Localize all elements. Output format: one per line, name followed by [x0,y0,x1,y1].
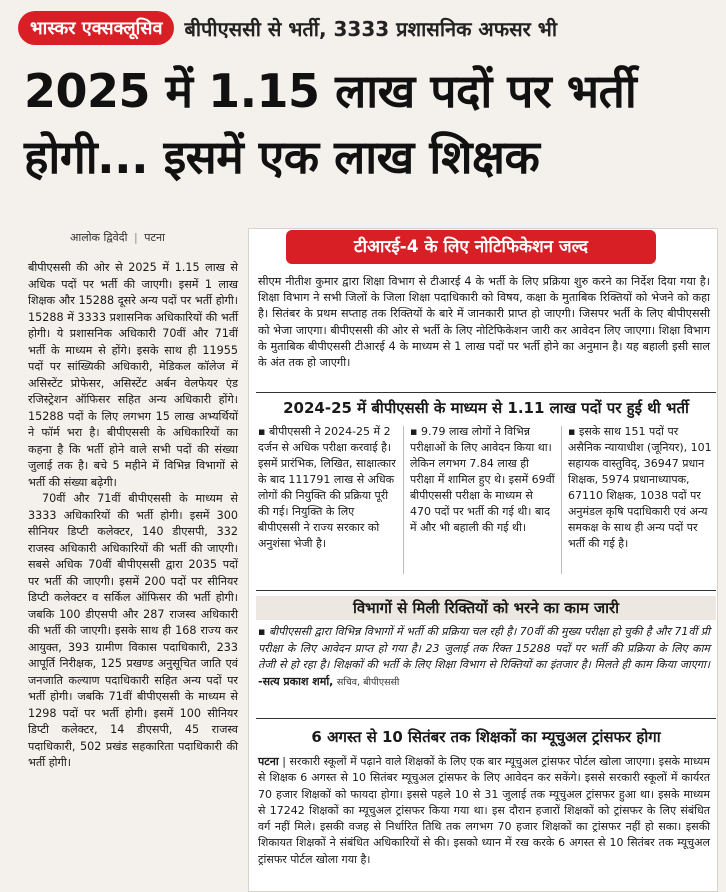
main-story-paragraph: बीपीएससी की ओर से 2025 में 1.15 लाख से अधिक पदों पर भर्ती की जाएगी। इसमें 1 लाख शिक्षक और 15288 दूसरे अन्य पदों पर भर्ती होगी। 15288 में 3333 प्रशासनिक अधिकारियों की भर्ती होगी। ये प्रशासनिक अधिकारी 70वीं और 71वीं भर्ती के माध्यम से होंगे। इसके साथ ही 11955 पदों पर सांख्यिकी अधिकारी, मेडिकल कॉलेज में असिस्टेंट प्रोफेसर, असिस्टेंट अर्बन वेलफेयर एंड रजिस्ट्रेशन ऑफिसर सहित अन्य अधिकारी होंगे। 15288 पदों के लिए लगभग 15 लाख अभ्यर्थियों ने फॉर्म भरा है। बीपीएससी के अधिकारियों का कहना है कि भर्ती होने वाले सभी पदों की संख्या जुलाई तक है। बचे 5 महीने में विभिन्न विभागों से भर्ती की संख्या बढ़ेगी। [28,261,238,489]
bullet-icon: ▪ [258,625,266,638]
main-story [28,260,238,772]
headline-line-2: होगी... इसमें एक लाख शिक्षक [24,130,540,184]
bullet-icon: ▪ [258,425,266,438]
headline [24,58,714,190]
bpsc-2024-column-1 [258,424,398,552]
byline-separator: | [133,231,138,244]
bpsc-2024-column-1-text: बीपीएससी ने 2024-25 में 2 दर्जन से अधिक परीक्षा करवाई है। इसमें प्रारंभिक, लिखित, साक्षात्कार के बाद 111791 लाख से अधिक लोगों की नियुक्ति की प्रक्रिया पूरी की गई। नियुक्ति के लिए बीपीएससी ने राज्य सरकार को अनुशंसा भेजी है। [258,425,396,550]
byline [70,230,165,245]
kicker: बीपीएससी से भर्ती, 3333 प्रशासनिक अफसर भी [184,16,558,41]
tre-text: सीएम नीतीश कुमार द्वारा शिक्षा विभाग से टीआरई 4 के भर्ती के लिए प्रक्रिया शुरु करने का निर्देश दिया गया है। शिक्षा विभाग ने सभी जिलों के जिला शिक्षा पदाधिकारी को विषय, कक्षा के मुताबिक रिक्तियों को भेजने को कहा है। सितंबर के प्रथम सप्ताह तक रिक्तियों के बारे में जानकारी प्राप्त हो जाएगी। जिसपर भर्ती के लिए बीपीएससी को भेजा जाएगा। बीपीएससी की ओर से भर्ती के लिए नोटिफिकेशन जारी कर आवेदन लिए जाएगा। शिक्षा विभाग के मुताबिक बीपीएससी टीआरई 4 के माध्यम से 1 लाख पदों पर भर्ती होने का अनुमान है। यह बहाली इसी साल के अंत तक हो जाएगी। [258,275,710,370]
bpsc-2024-heading: 2024-25 में बीपीएससी के माध्यम से 1.11 लाख पदों पर हुई थी भर्ती [283,399,689,417]
main-story-paragraph: 70वीं और 71वीं बीपीएससी के माध्यम से 3333 अधिकारियों की भर्ती होगी। इसमें 300 सीनियर डिप्टी कलेक्टर, 140 डीएसपी, 332 राजस्व अधिकारी अधिकारियों की भर्ती की जाएगी। सबसे अधिक 70वीं बीपीएससी द्वारा 2035 पदों पर भर्ती की जाएगी। इसमें 200 पदों पर सीनियर डिप्टी कलेक्टर व सर्किल ऑफिसर की भर्ती होगी। जबकि 100 डीएसपी और 287 राजस्व अधिकारी की भर्ती की जाएगी। इसके साथ ही 168 राज्य कर आयुक्त, 393 ग्रामीण विकास पदाधिकारी, 233 आपूर्ति निरीक्षक, 125 प्रखण्ड अनुसूचित जाति एवं जनजाति कल्याण पदाधिकारी सहित अन्य पदों पर भर्ती होगी। जबकि 71वीं बीपीएससी के माध्यम से 1298 पदों पर भर्ती होगी। इसमें 100 सीनियर डिप्टी कलेक्टर, 14 डीएसपी, 45 राजस्व पदाधिकारी, 502 प्रखंड सहकारिता पदाधिकारी की भर्ती होगी। [28,492,238,769]
bpsc-2024-column-3 [568,424,714,552]
transfer-heading: 6 अगस्त से 10 सितंबर तक शिक्षकों का म्यूचुअल ट्रांसफर होगा [311,728,661,746]
quote-signature: -सत्य प्रकाश शर्मा, [258,674,334,688]
bpsc-2024-column-3-text: इसके साथ 151 पदों पर असैनिक न्यायाधीश (जूनियर), 101 सहायक वास्तुविद्, 36947 प्रधान शिक्षक, 5974 प्रधानाध्यापक, 67110 शिक्षक, 1038 पदों पर अनुमंडल कृषि पदाधिकारी एवं अन्य समकक्ष के साथ ही अन्य पदों पर भर्ती की गई है। [568,425,712,550]
section-divider [256,718,716,719]
headline-line-1: 2025 में 1.15 लाख पदों पर भर्ती [24,64,637,118]
vacancy-heading: विभागों से मिली रिक्तियों को भरने का काम जारी [256,596,716,620]
header-bar [18,8,718,48]
byline-author: आलोक द्विवेदी [70,231,128,244]
bullet-icon: ▪ [568,425,576,438]
byline-location: पटना [144,231,165,244]
transfer-separator: | [282,755,286,768]
section-divider [256,590,716,591]
column-divider [561,426,562,574]
transfer-location: पटना [258,755,279,768]
transfer-text-block [258,754,710,868]
section-divider [256,392,716,393]
column-divider [403,426,404,574]
transfer-text: सरकारी स्कूलों में पढ़ाने वाले शिक्षकों के लिए एक बार म्यूचुअल ट्रांसफर पोर्टल खोला जाएगा। इसके माध्यम से शिक्षक 6 अगस्त से 10 सितंबर म्यूचुअल ट्रांसफर के लिए आवेदन कर सकेंगे। इससे सरकारी स्कूलों में कार्यरत 70 हजार शिक्षकों को फायदा होगा। इससे पहले 10 से 31 जुलाई तक म्यूचुअल ट्रांसफर हुआ था। इसके माध्यम से 17242 शिक्षकों का म्यूचुअल ट्रांसफर किया गया था। इस दौरान हजारों शिक्षकों को ट्रांसफर के लिए संबंधित वर्ग नहीं मिले। इसकी वजह से निर्धारित तिथि तक लगभग 70 हजार शिक्षकों का ट्रांसफर नहीं हो सका। इसकी शिकायत शिक्षकों ने संबंधित अधिकारियों से की। इसको ध्यान में रख करके 6 अगस्त से 10 सितंबर तक म्यूचुअल ट्रांसफर पोर्टल खोला गया है। [258,755,711,866]
vacancy-quote: बीपीएससी द्वारा विभिन्न विभागों में भर्ती की प्रक्रिया चल रही है। 70वीं की मुख्य परीक्षा हो चुकी है और 71वीं प्री परीक्षा के लिए आवेदन प्राप्त हो गया है। 23 जुलाई तक रिक्त 15288 पदों पर भर्ती की प्रक्रिया के लिए काम तेजी से हो रहा है। शिक्षकों की भर्ती के लिए शिक्षा विभाग से रिक्तियों का इंतजार है। मिलते ही काम किया जाएगा। [258,625,710,671]
bullet-icon: ▪ [410,425,418,438]
bpsc-2024-column-2 [410,424,556,536]
vacancy-text-block [258,624,710,691]
bpsc-2024-column-2-text: 9.79 लाख लोगों ने विभिन्न परीक्षाओं के लिए आवेदन किया था। लेकिन लगभग 7.84 लाख ही परीक्षा में शामिल हुए थे। इसमें 69वीं बीपीएससी परीक्षा के माध्यम से 470 पदों पर भर्ती की गई थी। बाद में और भी बहाली की गई थी। [410,425,555,534]
quote-designation: सचिव, बीपीएससी [336,676,400,688]
tre-heading: टीआरई-4 के लिए नोटिफिकेशन जल्द [286,230,656,264]
exclusive-tag: भास्कर एक्सक्लूसिव [18,11,174,45]
